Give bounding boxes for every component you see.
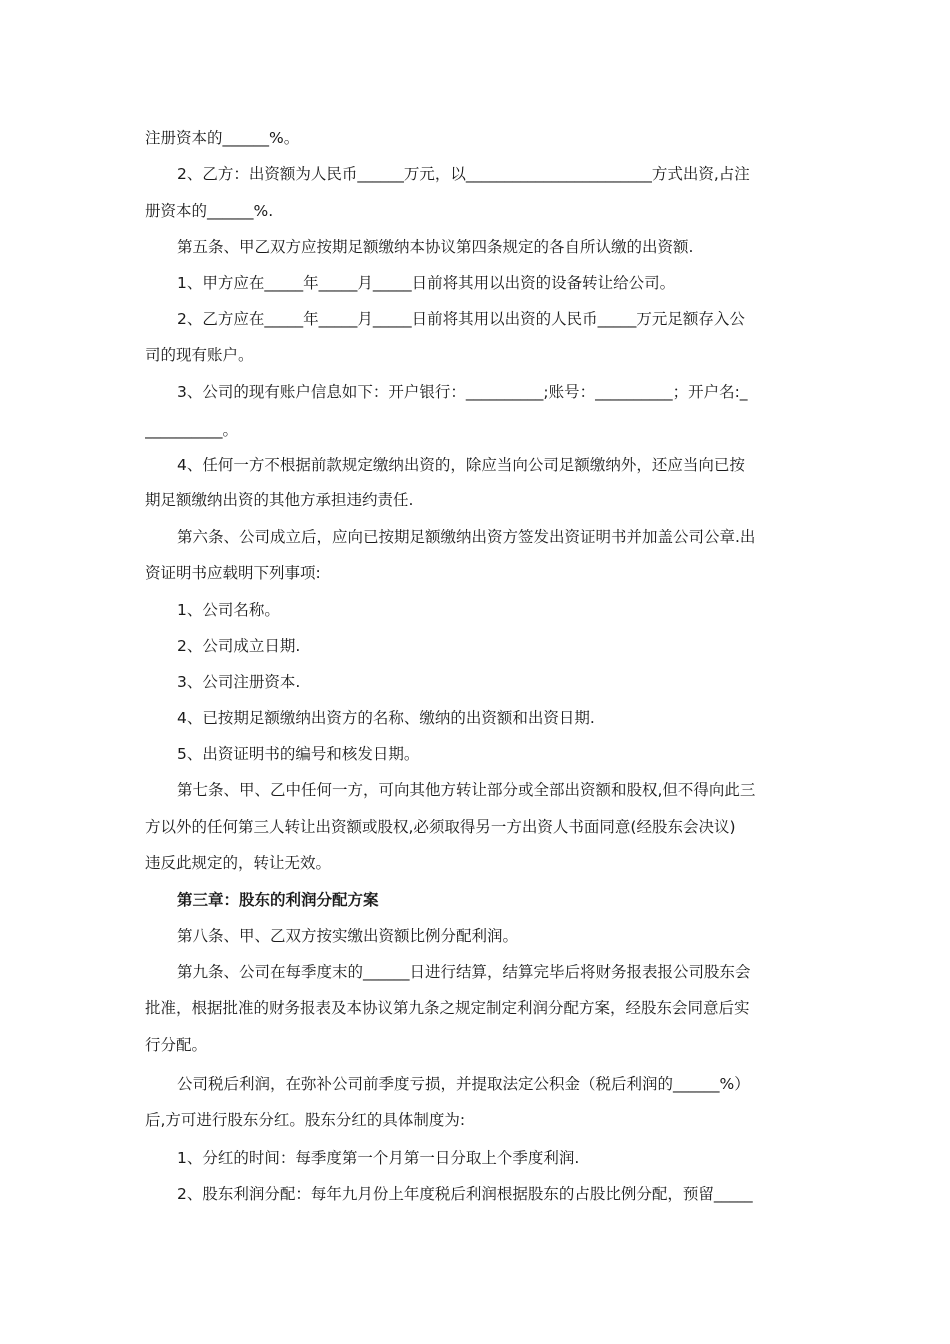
text-line: 1、分红的时间：每季度第一个月第一日分取上个季度利润. [177, 1149, 580, 1167]
chapter-heading: 第三章：股东的利润分配方案 [177, 891, 379, 909]
text-line: 司的现有账户。 [145, 346, 254, 364]
text-line: 公司税后利润，在弥补公司前季度亏损，并提取法定公积金（税后利润的______%） [177, 1075, 750, 1093]
text-line: 2、乙方：出资额为人民币______万元，以________________________方式出资,占注 [177, 165, 750, 183]
text-line: 第五条、甲乙双方应按期足额缴纳本协议第四条规定的各自所认缴的出资额. [177, 238, 694, 256]
text-line: 第九条、公司在每季度末的______日进行结算，结算完毕后将财务报表报公司股东会 [177, 963, 751, 981]
text-line: 4、任何一方不根据前款规定缴纳出资的，除应当向公司足额缴纳外，还应当向已按 [177, 456, 745, 474]
text-line: 资证明书应载明下列事项: [145, 564, 321, 582]
text-line: 期足额缴纳出资的其他方承担违约责任. [145, 491, 414, 509]
text-line: 5、出资证明书的编号和核发日期。 [177, 745, 420, 763]
text-line: 册资本的______%. [145, 202, 274, 220]
text-line: 后,方可进行股东分红。股东分红的具体制度为: [145, 1111, 466, 1129]
text-line: 3、公司的现有账户信息如下：开户银行：__________;账号：__________；开户名:_ [177, 383, 748, 401]
text-line: 第八条、甲、乙双方按实缴出资额比例分配利润。 [177, 927, 519, 945]
text-line: 3、公司注册资本. [177, 673, 301, 691]
text-line: 第六条、公司成立后，应向已按期足额缴纳出资方签发出资证明书并加盖公司公章.出 [177, 528, 756, 546]
text-line: 4、已按期足额缴纳出资方的名称、缴纳的出资额和出资日期. [177, 709, 595, 727]
text-line: 第七条、甲、乙中任何一方，可向其他方转让部分或全部出资额和股权,但不得向此三 [177, 781, 756, 799]
text-line: 批准，根据批准的财务报表及本协议第九条之规定制定利润分配方案，经股东会同意后实 [145, 999, 750, 1017]
text-line: 2、股东利润分配：每年九月份上年度税后利润根据股东的占股比例分配，预留_____ [177, 1185, 753, 1203]
text-line: 违反此规定的，转让无效。 [145, 854, 332, 872]
text-line: 1、公司名称。 [177, 601, 280, 619]
text-line: 2、公司成立日期. [177, 637, 301, 655]
text-line: 注册资本的______%。 [145, 129, 300, 147]
text-line: 方以外的任何第三人转让出资额或股权,必须取得另一方出资人书面同意(经股东会决议) [145, 818, 736, 836]
text-line: 1、甲方应在_____年_____月_____日前将其用以出资的设备转让给公司。 [177, 274, 676, 292]
text-line: 行分配。 [145, 1036, 208, 1054]
text-line: __________。 [145, 421, 239, 439]
text-line: 2、乙方应在_____年_____月_____日前将其用以出资的人民币_____万元足额存入公 [177, 310, 745, 328]
